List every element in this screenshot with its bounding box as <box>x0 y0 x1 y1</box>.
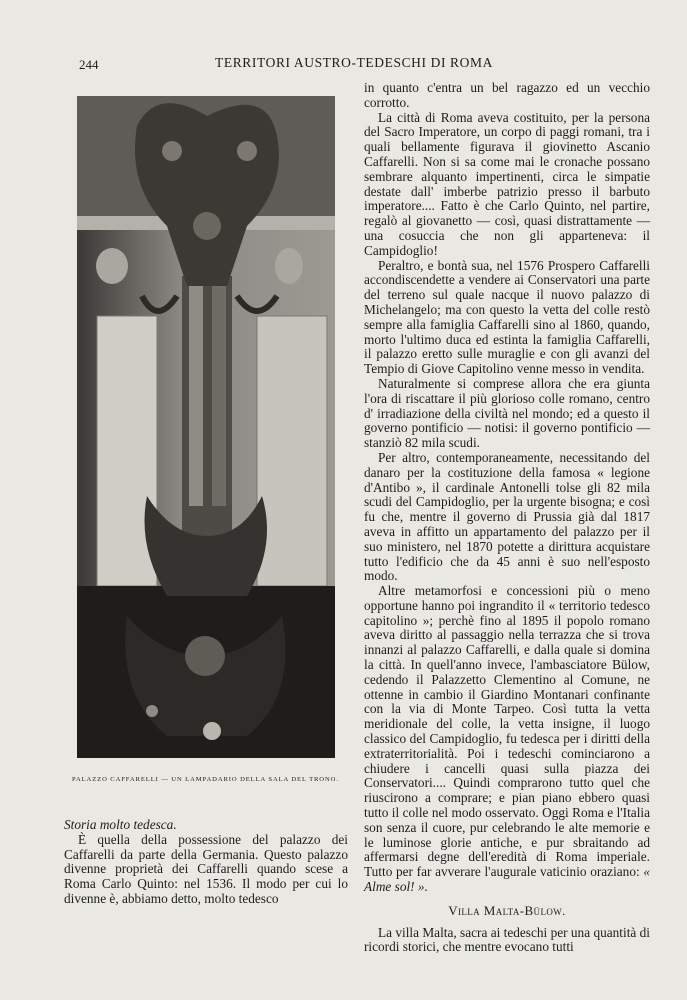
chandelier-photo <box>77 96 335 758</box>
paragraph: Naturalmente si comprese allora che era giunta l'ora di riscattare il più glorioso colle romano, centro d' irradiazione della civiltà nel mondo; ed a questo il governo pontificio — notisi: il governo pontificio — stanziò 82 mila scudi. <box>364 375 650 451</box>
paragraph: La città di Roma aveva costituito, per la persona del Sacro Imperatore, un corpo di paggi romani, tra i quali bellamente figurava il giovinetto Ascanio Caffarelli. Non si sa come mai le cronache possano sembrare alquanto impertinenti, circa le simpatie destate dall' imberbe patrizio presso il barbuto imperatore.... Fatto è che Carlo Quinto, nel partire, regalò al giovanetto — così, quasi distrattamente — una cosuccia che non gli apparteneva: il Campidoglio! <box>364 109 650 258</box>
right-column <box>364 81 650 955</box>
paragraph: in quanto c'entra un bel ragazzo ed un vecchio corrotto. <box>364 80 650 110</box>
paragraph: È quella della possessione del palazzo dei Caffarelli da parte della Germania. Questo palazzo divenne proprietà dei Caffarelli quando scese a Roma Carlo Quinto: nel 1536. Il modo per cui lo divenne è, abbiamo detto, molto tedesco <box>64 831 348 906</box>
page-number: 244 <box>79 57 99 72</box>
paragraph: Per altro, contemporaneamente, necessitando del danaro per la costituzione della famosa « legione d'Antibo », il cardinale Antonelli tolse gli 82 mila scudi del Campidoglio, per la urgente bisogna; e così fu che, mentre il governo di Prussia già dal 1817 aveva in affitto un appartamento del palazzo per il suo ministero, nel 1870 potette a dirittura acquistare tutto l'edificio che da 45 anni è suo nell'esposto modo. <box>364 449 650 584</box>
chandelier-image <box>77 96 335 758</box>
section-title: Villa Malta-Bülow. <box>448 902 566 918</box>
left-column <box>64 818 348 907</box>
figure-caption: PALAZZO CAFFARELLI — UN LAMPADARIO DELLA SALA DEL TRONO. <box>72 776 339 783</box>
subheading: Storia molto tedesca. <box>64 817 177 832</box>
paragraph: Peraltro, e bontà sua, nel 1576 Prospero Caffarelli accondiscendette a vendere ai Conservatori una parte del terreno sul quale nacque il nuovo palazzo di Michelangelo; ma con questo la vetta del colle restò sempre alla famiglia Caffarelli sino al 1860, quando, morto l'ultimo duca ed estinta la famiglia Caffarelli, il palazzo eretto sulle muraglie e con gli avanzi del Tempio di Giove Capitolino venne messo in vendita. <box>364 257 650 377</box>
running-title: TERRITORI AUSTRO-TEDESCHI DI ROMA <box>215 55 493 70</box>
paragraph-text: Altre metamorfosi e concessioni più o meno opportune hanno poi ingrandito il « territorio tedesco capitolino »; perchè fino al 1895 il popolo romano aveva diritto al passaggio nella terrazza che si trova innanzi al palazzo Caffarelli, e dalla quale si domina la città. In quell'anno invece, l'ambasciatore Bülow, cedendo il Palazzetto Clementino al Comune, ne ottenne in cambio il Giardino Montanari confinante con la via di Monte Tarpeo. Così tutta la vetta meridionale del colle, la vetta insigne, il luogo classico del Campidoglio, fu tedesca per i diritti della extraterritorialità. Poi i tedeschi cominciarono a chiudere i cancelli quasi sulla piazza dei Conservatori.... Quindi comprarono tutto quel che riuscirono a comprare; e pian piano ebbero quasi tutto il colle nel modo osservato. Oggi Roma e l'Italia son senza il cuore, pur celebrando le alte memorie e le luminose glorie antiche, e pur sbraitando ad affermarsi degne dell'eredità di Roma imperiale. Tutto per far avverare l'augurale vaticinio oraziano: <box>364 583 650 880</box>
horace-quote: « Alme sol! ». <box>364 864 651 895</box>
paragraph: La villa Malta, sacra ai tedeschi per una quantità di ricordi storici, che mentre evocano tutti <box>364 924 650 955</box>
paragraph-with-quote <box>364 584 650 895</box>
